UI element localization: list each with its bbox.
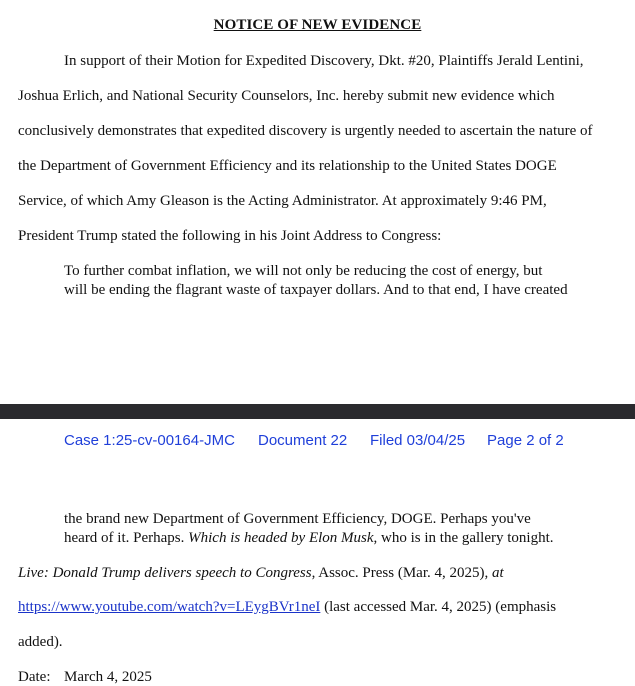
citation-source: , Assoc. Press (Mar. 4, 2025), (311, 565, 493, 581)
citation-title: Live: Donald Trump delivers speech to Congress (18, 565, 312, 581)
block-quote-line-mixed (64, 530, 554, 547)
block-quote-line: To further combat inflation, we will not only be reducing the cost of energy, but (64, 263, 543, 279)
paragraph-line: Joshua Erlich, and National Security Counselors, Inc. hereby submit new evidence which (18, 88, 555, 104)
document-number: Document 22 (258, 432, 348, 449)
citation-at: at (492, 565, 504, 581)
citation-access-note: (last accessed Mar. 4, 2025) (emphasis (320, 599, 557, 615)
block-quote-line: will be ending the flagrant waste of taxpayer dollars. And to that end, I have created (64, 282, 568, 298)
citation-end: added). (18, 634, 63, 650)
paragraph-line: the Department of Government Efficiency and its relationship to the United States DOGE (18, 158, 557, 174)
page-divider (0, 404, 635, 419)
paragraph-line: Service, of which Amy Gleason is the Acting Administrator. At approximately 9:46 PM, (18, 193, 547, 209)
quote-text: heard of it. Perhaps. (64, 530, 189, 546)
paragraph-line: President Trump stated the following in his Joint Address to Congress: (18, 228, 442, 244)
youtube-link[interactable]: https://www.youtube.com/watch?v=LEygBVr1neI (18, 599, 321, 615)
case-number: Case 1:25-cv-00164-JMC (64, 432, 235, 449)
filed-date: Filed 03/04/25 (370, 432, 466, 449)
citation-line (18, 565, 504, 582)
paragraph-line: conclusively demonstrates that expedited discovery is urgently needed to ascertain the nature of (18, 123, 593, 139)
block-quote-line: the brand new Department of Government Efficiency, DOGE. Perhaps you've (64, 511, 531, 527)
date-value: March 4, 2025 (64, 669, 152, 685)
date-label: Date: (18, 669, 51, 685)
paragraph-line: In support of their Motion for Expedited Discovery, Dkt. #20, Plaintiffs Jerald Lentini, (64, 53, 584, 69)
page-indicator: Page 2 of 2 (487, 432, 564, 449)
quote-text: , who is in the gallery tonight. (373, 530, 554, 546)
emphasized-quote: Which is headed by Elon Musk (188, 530, 374, 546)
document-title: NOTICE OF NEW EVIDENCE (213, 17, 422, 33)
citation-link-line (18, 599, 556, 616)
